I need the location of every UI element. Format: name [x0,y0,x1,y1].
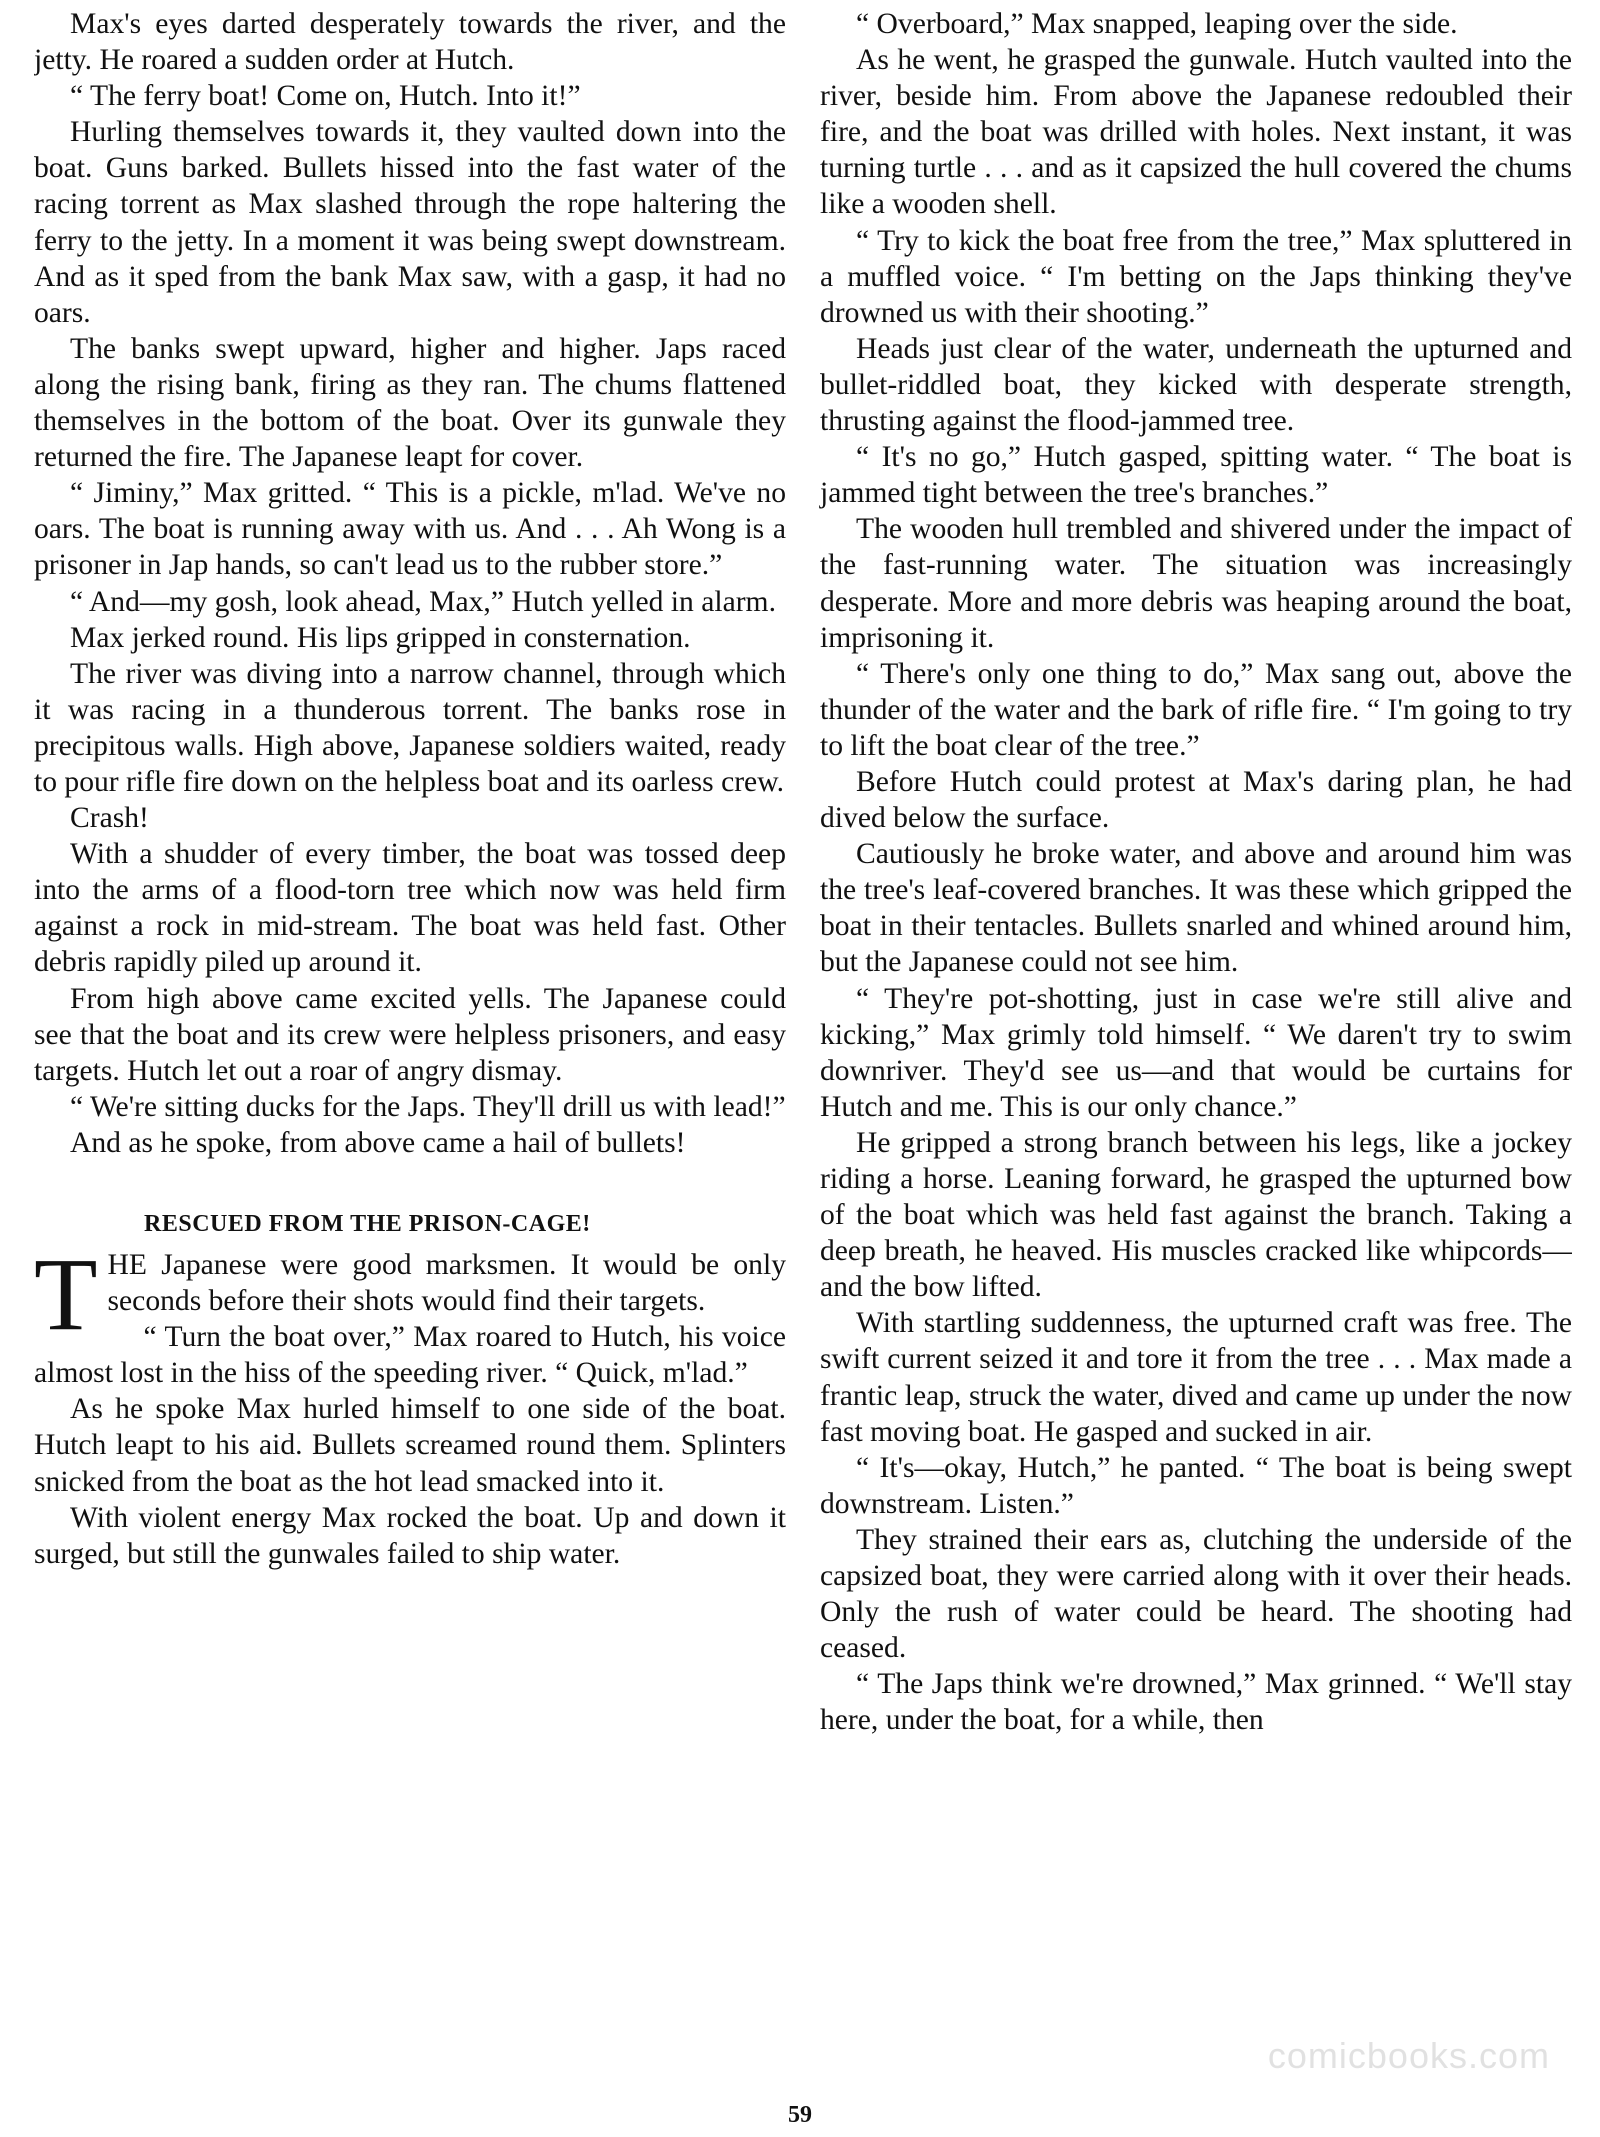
paragraph: “ We're sitting ducks for the Japs. They'll drill us with lead!” [70,1090,786,1123]
paragraph: He gripped a strong branch between his legs, like a jockey riding a horse. Leaning forward, he grasped the upturned bow of the boat which was held fast against the branch. Taking a deep breath, he heaved. His muscles cracked like whipcords—and the bow lifted. [820,1126,1572,1304]
paragraph: Heads just clear of the water, underneath the upturned and bullet-riddled boat, they kicked with desperate strength, thrusting against the flood-jammed tree. [820,332,1572,438]
paragraph: The river was diving into a narrow channel, through which it was racing in a thunderous torrent. The banks rose in precipitous walls. High above, Japanese soldiers waited, ready to pour rifle fire down on the helpless boat and its oarless crew. [34,657,786,798]
paragraph: Max's eyes darted desperately towards the river, and the jetty. He roared a sudden order at Hutch. [34,8,786,77]
paragraph: “ Jiminy,” Max gritted. “ This is a pickle, m'lad. We've no oars. The boat is running away with us. And . . . Ah Wong is a prisoner in Jap hands, so can't lead us to the rubber store.” [34,477,786,582]
paragraph: “ They're pot-shotting, just in case we're still alive and kicking,” Max grimly told himself. “ We daren't try to swim downriver. They'd see us—and that would be curtains for Hutch and me. This is our only chance.” [820,982,1572,1123]
paragraph: Cautiously he broke water, and above and around him was the tree's leaf-covered branches. It was these which gripped the boat in their tentacles. Bullets snarled and whined around him, but the Japanese could not see him. [820,838,1572,979]
paragraph: Before Hutch could protest at Max's daring plan, he had dived below the surface. [820,765,1572,835]
paragraph: “ The ferry boat! Come on, Hutch. Into it!” [70,80,581,113]
paragraph: The banks swept upward, higher and higher. Japs raced along the rising bank, firing as they ran. The chums flattened themselves in the bottom of the boat. Over its gunwale they returned the fire. The Japanese leapt for cover. [34,332,786,474]
left-column [34,6,786,1572]
paragraph: Hurling themselves towards it, they vaulted down into the boat. Guns barked. Bullets hissed into the fast water of the racing torrent as Max slashed through the rope haltering the ferry to the jetty. In a moment it was being swept downstream. And as it sped from the bank Max saw, with a gasp, it had no oars. [34,116,786,329]
paragraph: HE Japanese were good marksmen. It would be only seconds before their shots would find their targets. [107,1249,786,1318]
paragraph: “ It's—okay, Hutch,” he panted. “ The boat is being swept downstream. Listen.” [820,1451,1572,1520]
paragraph: And as he spoke, from above came a hail of bullets! [70,1126,686,1159]
story-page [34,6,1572,2066]
paragraph: As he went, he grasped the gunwale. Hutch vaulted into the river, beside him. From above the Japanese redoubled their fire, and the boat was drilled with holes. Next instant, it was turning turtle . . . and as it capsized the hull covered the chums like a wooden shell. [820,44,1572,221]
paragraph: With a shudder of every timber, the boat was tossed deep into the arms of a flood-torn tree which now was held firm against a rock in mid-stream. The boat was held fast. Other debris rapidly piled up around it. [34,838,786,979]
paragraph: With startling suddenness, the upturned craft was free. The swift current seized it and tore it from the tree . . . Max made a frantic leap, struck the water, dived and came up under the now fast moving boat. He gasped and sucked in air. [820,1307,1572,1448]
paragraph: Crash! [70,802,149,835]
paragraph: “ Overboard,” Max snapped, leaping over the side. [856,8,1458,40]
dropcap-letter: T [34,1237,98,1352]
paragraph: “ Turn the boat over,” Max roared to Hutch, his voice almost lost in the hiss of the speeding river. “ Quick, m'lad.” [34,1321,786,1390]
paragraph: “ The Japs think we're drowned,” Max grinned. “ We'll stay here, under the boat, for a while, then [820,1668,1572,1737]
paragraph: With violent energy Max rocked the boat. Up and down it surged, but still the gunwales failed to ship water. [34,1501,786,1570]
left-paragraphs-after [34,1319,786,1572]
right-column [820,6,1572,1739]
dropcap-paragraph [34,1237,786,1352]
left-paragraphs-before [34,6,786,1161]
paragraph: As he spoke Max hurled himself to one side of the boat. Hutch leapt to his aid. Bullets screamed round them. Splinters snicked from the boat as the hot lead smacked into it. [34,1393,786,1498]
page-number: 59 [788,2102,812,2128]
paragraph: “ And—my gosh, look ahead, Max,” Hutch yelled in alarm. [70,585,776,618]
paragraph: Max jerked round. His lips gripped in consternation. [70,621,691,654]
paragraph: They strained their ears as, clutching the underside of the capsized boat, they were carried along with it over their heads. Only the rush of water could be heard. The shooting had ceased. [820,1523,1572,1665]
paragraph: From high above came excited yells. The Japanese could see that the boat and its crew were helpless prisoners, and easy targets. Hutch let out a roar of angry dismay. [34,982,786,1087]
paragraph: “ Try to kick the boat free from the tree,” Max spluttered in a muffled voice. “ I'm betting on the Japs thinking they've drowned us with their shooting.” [820,224,1572,329]
paragraph: “ It's no go,” Hutch gasped, spitting water. “ The boat is jammed tight between the tree's branches.” [820,441,1572,510]
section-heading: RESCUED FROM THE PRISON-CAGE! [144,1211,591,1237]
paragraph: “ There's only one thing to do,” Max sang out, above the thunder of the water and the bark of rifle fire. “ I'm going to try to lift the boat clear of the tree.” [820,657,1572,762]
watermark: comicbooks.com [1267,2035,1550,2076]
paragraph: The wooden hull trembled and shivered under the impact of the fast-running water. The situation was increasingly desperate. More and more debris was heaping around the boat, imprisoning it. [820,513,1572,654]
